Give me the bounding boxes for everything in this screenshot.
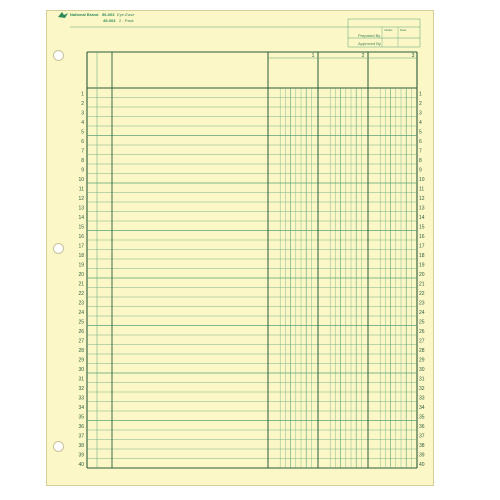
row-number-right: 8 bbox=[419, 158, 422, 164]
row-number-left: 21 bbox=[78, 281, 84, 288]
row-number-right: 7 bbox=[419, 148, 422, 155]
row-number-left: 26 bbox=[78, 329, 84, 335]
row-number-right: 20 bbox=[419, 272, 425, 278]
row-number-right: 10 bbox=[419, 177, 425, 183]
row-number-left: 34 bbox=[78, 405, 84, 411]
row-number-right: 3 bbox=[419, 110, 422, 117]
row-number-left: 37 bbox=[78, 433, 84, 440]
row-number-right: 24 bbox=[419, 310, 425, 316]
row-number-left: 32 bbox=[78, 386, 84, 392]
row-number-right: 31 bbox=[419, 376, 425, 383]
row-number-left: 19 bbox=[78, 262, 84, 269]
row-number-right: 32 bbox=[419, 386, 425, 392]
row-number-left: 20 bbox=[78, 272, 84, 278]
row-number-left: 15 bbox=[78, 224, 84, 231]
row-number-right: 22 bbox=[419, 291, 425, 297]
row-number-right: 23 bbox=[419, 300, 425, 307]
row-number-left: 6 bbox=[81, 139, 84, 145]
row-number-right: 13 bbox=[419, 205, 425, 212]
row-number-right: 30 bbox=[419, 367, 425, 373]
row-number-left: 2 bbox=[81, 101, 84, 107]
row-number-left: 29 bbox=[78, 357, 84, 364]
row-number-right: 6 bbox=[419, 139, 422, 145]
row-number-right: 25 bbox=[419, 319, 425, 326]
row-number-right: 28 bbox=[419, 348, 425, 354]
row-number-left: 12 bbox=[78, 196, 84, 202]
row-number-left: 33 bbox=[78, 395, 84, 402]
row-number-right: 35 bbox=[419, 414, 425, 421]
row-number-right: 2 bbox=[419, 101, 422, 107]
row-number-right: 16 bbox=[419, 234, 425, 240]
row-number-right: 27 bbox=[419, 338, 425, 345]
row-number-left: 35 bbox=[78, 414, 84, 421]
row-number-right: 18 bbox=[419, 253, 425, 259]
row-number-left: 8 bbox=[81, 158, 84, 164]
row-number-left: 13 bbox=[78, 205, 84, 212]
row-number-left: 23 bbox=[78, 300, 84, 307]
row-number-left: 4 bbox=[81, 120, 84, 126]
row-number-left: 16 bbox=[78, 234, 84, 240]
row-number-right: 5 bbox=[419, 129, 422, 136]
row-number-left: 40 bbox=[78, 462, 84, 468]
row-number-left: 18 bbox=[78, 253, 84, 259]
paper-name: Eye-Ease bbox=[117, 12, 135, 17]
brand-name: National Brand bbox=[70, 12, 99, 17]
row-number-right: 36 bbox=[419, 424, 425, 430]
row-number-left: 17 bbox=[78, 243, 84, 250]
money-column-number: 2 bbox=[361, 53, 365, 59]
row-number-left: 11 bbox=[78, 186, 84, 193]
product-code: 56-003 bbox=[102, 12, 115, 17]
row-number-left: 31 bbox=[78, 376, 84, 383]
row-number-left: 22 bbox=[78, 291, 84, 297]
money-column-number: 1 bbox=[311, 53, 315, 59]
row-number-right: 34 bbox=[419, 405, 425, 411]
row-number-left: 27 bbox=[78, 338, 84, 345]
row-number-left: 10 bbox=[78, 177, 84, 183]
row-number-right: 14 bbox=[419, 215, 425, 221]
row-number-left: 14 bbox=[78, 215, 84, 221]
row-number-right: 1 bbox=[419, 91, 422, 98]
row-number-right: 19 bbox=[419, 262, 425, 269]
row-number-right: 40 bbox=[419, 462, 425, 468]
row-number-left: 39 bbox=[78, 452, 84, 459]
approved-by-label: Approved By bbox=[358, 41, 381, 46]
row-number-right: 17 bbox=[419, 243, 425, 250]
row-number-left: 36 bbox=[78, 424, 84, 430]
row-number-right: 9 bbox=[419, 167, 422, 174]
row-number-left: 30 bbox=[78, 367, 84, 373]
row-number-left: 24 bbox=[78, 310, 84, 316]
sub-code: 45-003 bbox=[103, 18, 116, 23]
column-spec: 2 - Pack bbox=[119, 18, 134, 23]
date-label: Date bbox=[400, 28, 407, 32]
row-number-right: 11 bbox=[419, 186, 425, 193]
row-number-left: 3 bbox=[81, 110, 84, 117]
row-number-right: 4 bbox=[419, 120, 422, 126]
row-number-left: 1 bbox=[81, 91, 84, 98]
row-number-right: 21 bbox=[419, 281, 425, 288]
prepared-by-label: Prepared By bbox=[358, 33, 381, 38]
row-number-right: 38 bbox=[419, 443, 425, 449]
row-number-left: 28 bbox=[78, 348, 84, 354]
row-number-left: 7 bbox=[81, 148, 84, 155]
row-number-right: 37 bbox=[419, 433, 425, 440]
row-number-right: 29 bbox=[419, 357, 425, 364]
row-number-left: 5 bbox=[81, 129, 84, 136]
row-number-right: 33 bbox=[419, 395, 425, 402]
row-number-left: 25 bbox=[78, 319, 84, 326]
initials-label: Initials bbox=[384, 28, 393, 32]
row-number-left: 9 bbox=[81, 167, 84, 174]
row-number-right: 15 bbox=[419, 224, 425, 231]
money-column-number: 3 bbox=[411, 53, 415, 59]
row-number-left: 38 bbox=[78, 443, 84, 449]
row-number-right: 26 bbox=[419, 329, 425, 335]
row-number-right: 39 bbox=[419, 452, 425, 459]
row-number-right: 12 bbox=[419, 196, 425, 202]
